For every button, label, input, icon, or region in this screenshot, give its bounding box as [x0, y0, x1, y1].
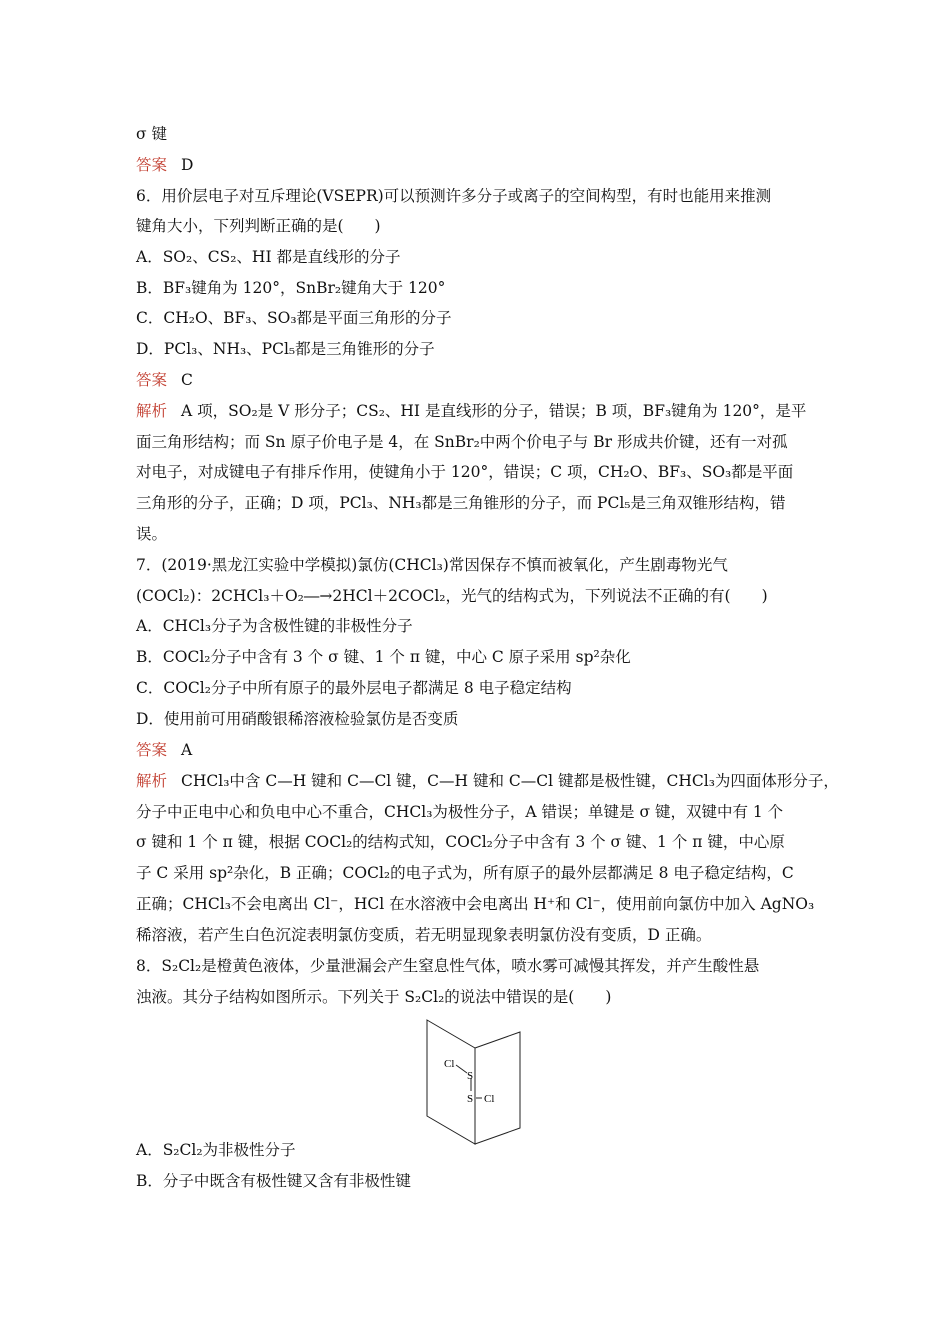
question-6-option-c: C．CH₂O、BF₃、SO₃都是平面三角形的分子 — [136, 309, 452, 327]
analysis-7-line-1 — [136, 771, 839, 791]
answer-label: 答案 — [136, 156, 168, 174]
question-6-option-b: B．BF₃键角为 120°，SnBr₂键角大于 120° — [136, 279, 446, 297]
question-8-line-2: 浊液。其分子结构如图所示。下列关于 S₂Cl₂的说法中错误的是( ) — [136, 988, 612, 1006]
question-7-line-1: 7．(2019·黑龙江实验中学模拟)氯仿(CHCl₃)常因保存不慎而被氧化，产生剧毒物光气 — [136, 556, 728, 574]
analysis-6-line-3: 对电子，对成键电子有排斥作用，使键角小于 120°，错误；C 项，CH₂O、BF₃、SO₃都是平面 — [136, 463, 794, 481]
analysis-7-line-3: σ 键和 1 个 π 键，根据 COCl₂的结构式知，COCl₂分子中含有 3 个 σ 键、1 个 π 键，中心原 — [136, 833, 785, 851]
question-6-line-2: 键角大小，下列判断正确的是( ) — [136, 217, 381, 235]
question-7-line-2: (COCl₂)：2CHCl₃＋O₂―→2HCl＋2COCl₂，光气的结构式为，下列说法不正确的有( ) — [136, 587, 768, 605]
question-8-option-b: B．分子中既含有极性键又含有非极性键 — [136, 1172, 411, 1190]
answer-value: D — [181, 156, 194, 174]
analysis-7-line-5: 正确；CHCl₃不会电离出 Cl⁻，HCl 在水溶液中会电离出 H⁺和 Cl⁻，使用前向氯仿中加入 AgNO₃ — [136, 895, 815, 913]
analysis-7-line-2: 分子中正电中心和负电中心不重合，CHCl₃为极性分子，A 错误；单键是 σ 键，双键中有 1 个 — [136, 803, 784, 821]
answer-value: A — [181, 741, 193, 759]
analysis-text: A 项，SO₂是 V 形分子；CS₂、HI 是直线形的分子，错误；B 项，BF₃键角为 120°，是平 — [181, 402, 807, 420]
question-7-option-a: A．CHCl₃分子为含极性键的非极性分子 — [136, 617, 413, 635]
answer-line — [136, 740, 816, 760]
question-6-line-1: 6．用价层电子对互斥理论(VSEPR)可以预测许多分子或离子的空间构型，有时也能用来推测 — [136, 187, 772, 205]
analysis-7-line-4: 子 C 采用 sp²杂化，B 正确；COCl₂的电子式为，所有原子的最外层都满足 8 电子稳定结构，C — [136, 864, 794, 882]
answer-label: 答案 — [136, 371, 168, 389]
question-7-option-b: B．COCl₂分子中含有 3 个 σ 键、1 个 π 键，中心 C 原子采用 sp²杂化 — [136, 648, 631, 666]
text-line: σ 键 — [136, 125, 168, 143]
analysis-6-line-4: 三角形的分子，正确；D 项，PCl₃、NH₃都是三角锥形的分子，而 PCl₅是三角双锥形结构，错 — [136, 494, 786, 512]
question-6-option-d: D．PCl₃、NH₃、PCl₅都是三角锥形的分子 — [136, 340, 435, 358]
answer-value: C — [181, 371, 193, 389]
right-plane — [475, 1032, 520, 1144]
atom-cl-top: Cl — [444, 1058, 455, 1070]
s2cl2-structure-figure — [420, 1018, 530, 1146]
atom-cl-bottom: Cl — [484, 1093, 495, 1105]
question-6-option-a: A．SO₂、CS₂、HI 都是直线形的分子 — [136, 248, 401, 266]
analysis-6-line-1 — [136, 401, 816, 421]
analysis-label: 解析 — [136, 402, 168, 420]
question-7-option-c: C．COCl₂分子中所有原子的最外层电子都满足 8 电子稳定结构 — [136, 679, 572, 697]
answer-line — [136, 155, 816, 175]
atom-s-top: S — [467, 1070, 474, 1082]
atom-s-bottom: S — [467, 1093, 474, 1105]
analysis-text: CHCl₃中含 C—H 键和 C—Cl 键，C—H 键和 C—Cl 键都是极性键，CHCl₃为四面体形分子， — [181, 772, 839, 790]
question-7-option-d: D．使用前可用硝酸银稀溶液检验氯仿是否变质 — [136, 710, 459, 728]
cl-s-bond-top — [456, 1065, 467, 1073]
analysis-7-line-6: 稀溶液，若产生白色沉淀表明氯仿变质，若无明显现象表明氯仿没有变质，D 正确。 — [136, 926, 712, 944]
analysis-6-line-5: 误。 — [136, 525, 168, 543]
analysis-label: 解析 — [136, 772, 168, 790]
question-8-option-a: A．S₂Cl₂为非极性分子 — [136, 1141, 296, 1159]
answer-label: 答案 — [136, 741, 168, 759]
question-8-line-1: 8．S₂Cl₂是橙黄色液体，少量泄漏会产生窒息性气体，喷水雾可减慢其挥发，并产生酸性悬 — [136, 957, 760, 975]
analysis-6-line-2: 面三角形结构；而 Sn 原子价电子是 4，在 SnBr₂中两个价电子与 Br 形成共价键，还有一对孤 — [136, 433, 788, 451]
left-plane — [427, 1020, 475, 1144]
answer-line — [136, 370, 816, 390]
